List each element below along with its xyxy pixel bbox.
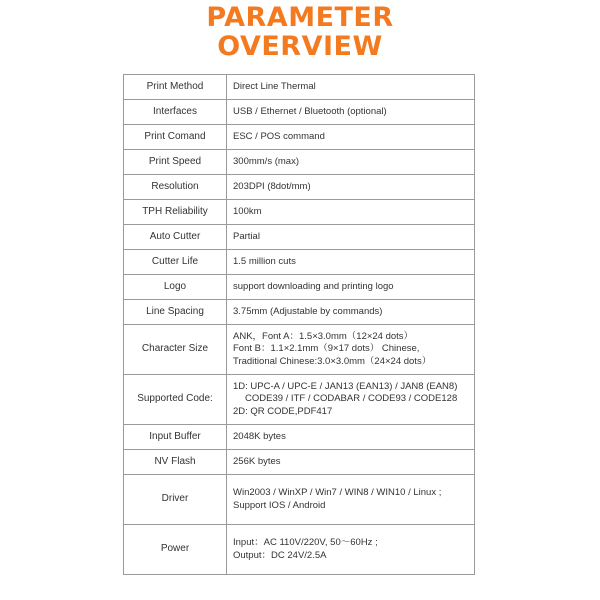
value-line: 100km — [233, 205, 262, 217]
row-label: Print Method — [124, 75, 227, 100]
table-row — [124, 275, 475, 300]
value-line: 256K bytes — [233, 455, 281, 467]
page-title-line-2: OVERVIEW — [217, 31, 383, 62]
row-label: Print Speed — [124, 150, 227, 175]
table-row — [124, 300, 475, 325]
value-line: support downloading and printing logo — [233, 280, 394, 292]
value-line: Win2003 / WinXP / Win7 / WIN8 / WIN10 / Linux ; — [233, 487, 442, 498]
row-label: Line Spacing — [124, 300, 227, 325]
value-line: 2D: QR CODE,PDF417 — [233, 405, 333, 417]
row-label: NV Flash — [124, 450, 227, 475]
row-label: Input Buffer — [124, 425, 227, 450]
value-line: USB / Ethernet / Bluetooth (optional) — [233, 105, 387, 117]
row-value — [227, 125, 475, 150]
row-value — [227, 325, 475, 375]
value-line: Font B：1.1×2.1mm（9×17 dots） Chinese, — [233, 343, 420, 355]
row-value — [227, 225, 475, 250]
value-line: ESC / POS command — [233, 130, 325, 142]
row-value — [227, 250, 475, 275]
table-row — [124, 325, 475, 375]
value-line: 203DPI (8dot/mm) — [233, 180, 311, 192]
table-row — [124, 200, 475, 225]
row-label: Character Size — [124, 325, 227, 375]
row-label: Power — [124, 525, 227, 575]
value-line: 3.75mm (Adjustable by commands) — [233, 305, 383, 317]
value-line: 1D: UPC-A / UPC-E / JAN13 (EAN13) / JAN8 (EAN8) — [233, 380, 458, 392]
table-row — [124, 75, 475, 100]
value-line: ANK，Font A：1.5×3.0mm（12×24 dots） — [233, 330, 414, 342]
row-value — [227, 175, 475, 200]
row-value — [227, 525, 475, 575]
row-value — [227, 75, 475, 100]
value-line: 300mm/s (max) — [233, 155, 299, 167]
table-row — [124, 225, 475, 250]
value-line: CODE39 / ITF / CODABAR / CODE93 / CODE128 — [245, 393, 458, 405]
table-row — [124, 375, 475, 425]
page-title-line-1: PARAMETER — [206, 2, 394, 33]
row-label: TPH Reliability — [124, 200, 227, 225]
table-row — [124, 125, 475, 150]
table-row — [124, 450, 475, 475]
row-label: Supported Code: — [124, 375, 227, 425]
row-value — [227, 450, 475, 475]
value-line: Output：DC 24V/2.5A — [233, 549, 327, 561]
row-value — [227, 375, 475, 425]
table-row — [124, 525, 475, 575]
row-value — [227, 425, 475, 450]
row-value — [227, 100, 475, 125]
value-line: Input：AC 110V/220V, 50～60Hz ; — [233, 537, 378, 548]
row-value — [227, 200, 475, 225]
row-label: Auto Cutter — [124, 225, 227, 250]
row-label: Driver — [124, 475, 227, 525]
row-value — [227, 275, 475, 300]
value-line: Traditional Chinese:3.0×3.0mm（24×24 dots） — [233, 355, 432, 367]
parameter-table — [123, 74, 475, 575]
row-label: Resolution — [124, 175, 227, 200]
value-line: 1.5 million cuts — [233, 255, 296, 267]
row-value — [227, 150, 475, 175]
row-label: Interfaces — [124, 100, 227, 125]
row-value — [227, 300, 475, 325]
table-row — [124, 250, 475, 275]
row-label: Cutter Life — [124, 250, 227, 275]
value-line: 2048K bytes — [233, 430, 286, 442]
value-line: Direct Line Thermal — [233, 80, 316, 92]
row-label: Logo — [124, 275, 227, 300]
table-row — [124, 475, 475, 525]
table-row — [124, 100, 475, 125]
row-label: Print Comand — [124, 125, 227, 150]
row-value — [227, 475, 475, 525]
table-row — [124, 425, 475, 450]
table-row — [124, 175, 475, 200]
value-line: Partial — [233, 230, 260, 242]
value-line: Support IOS / Android — [233, 499, 326, 511]
table-row — [124, 150, 475, 175]
